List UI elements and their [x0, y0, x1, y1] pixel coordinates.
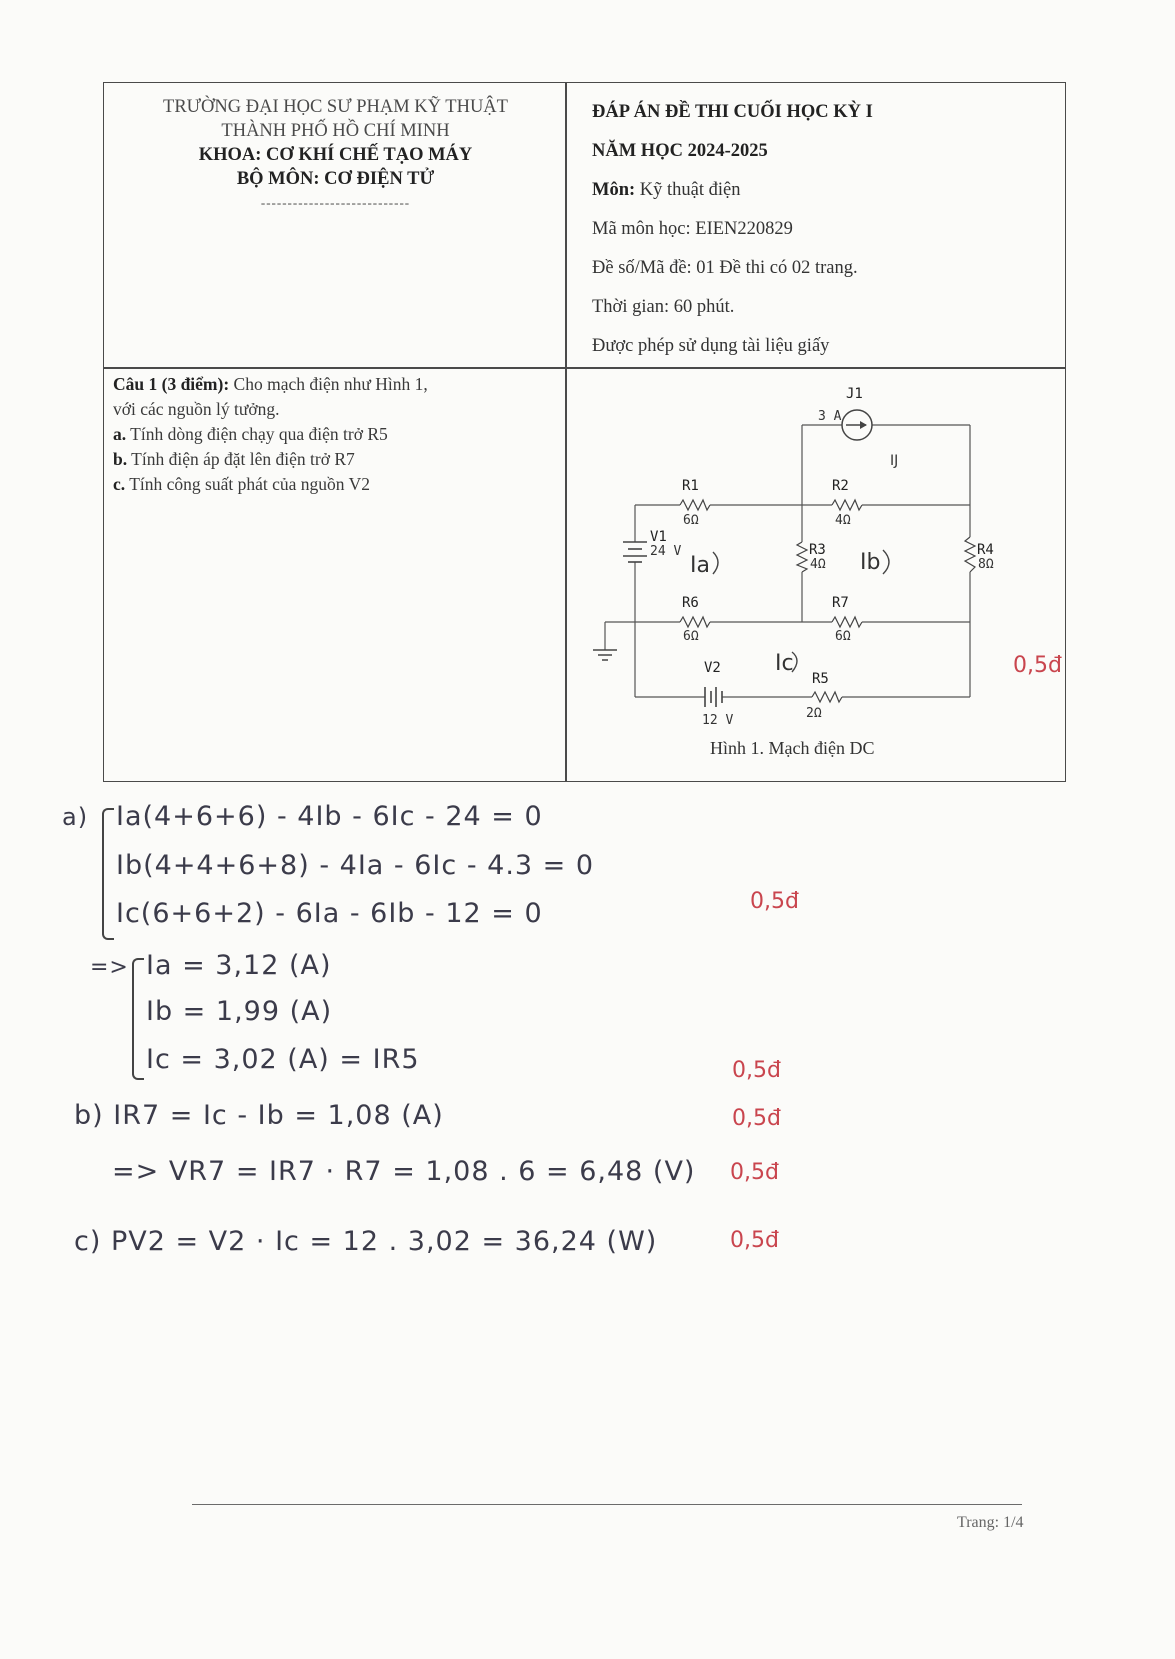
resistor-r1 [680, 500, 710, 510]
school-name-line1: TRƯỜNG ĐẠI HỌC SƯ PHẠM KỸ THUẬT [163, 97, 508, 117]
label-v1: V1 [650, 529, 667, 545]
label-r5-value: 2Ω [806, 706, 822, 721]
faculty-name: KHOA: CƠ KHÍ CHẾ TẠO MÁY [198, 145, 473, 165]
result-ia: Ia = 3,12 (A) [146, 950, 332, 981]
loop-current-ib: Ib [860, 550, 881, 575]
label-r6-value: 6Ω [683, 629, 699, 644]
voltage-source-v2 [705, 687, 722, 707]
course-code: Mã môn học: EIEN220829 [592, 219, 793, 239]
label-r5: R5 [812, 671, 829, 687]
resistor-r5 [812, 692, 842, 702]
label-r3: R3 [809, 542, 826, 558]
current-source-j1 [842, 410, 872, 440]
solution-part-a-label: a) [62, 803, 89, 831]
label-r7: R7 [832, 595, 849, 611]
equation-2: Ib(4+4+6+8) - 4Ia - 6Ic - 4.3 = 0 [116, 850, 595, 881]
circuit-diagram [570, 372, 1064, 780]
subject-value: Kỹ thuật điện [635, 180, 741, 200]
label-r3-value: 4Ω [810, 557, 826, 572]
question-part-c: c. Tính công suất phát của nguồn V2 [113, 474, 370, 494]
school-header [108, 95, 563, 215]
school-name-line2: THÀNH PHỐ HỒ CHÍ MINH [221, 121, 450, 141]
label-r2: R2 [832, 478, 849, 494]
exam-title: ĐÁP ÁN ĐỀ THI CUỐI HỌC KỲ I [592, 102, 873, 122]
implies-symbol: => [90, 955, 129, 980]
mark-equations: 0,5đ [750, 889, 799, 914]
resistor-r3 [797, 542, 807, 572]
equation-1: Ia(4+6+6) - 4Ib - 6Ic - 24 = 0 [116, 801, 543, 832]
label-r4-value: 8Ω [978, 557, 994, 572]
table-row-divider [103, 367, 1066, 369]
exam-number: Đề số/Mã đề: 01 Đề thi có 02 trang. [592, 258, 858, 278]
label-j1-value: 3 A [818, 409, 842, 424]
materials-note: Được phép sử dụng tài liệu giấy [592, 336, 830, 356]
resistor-r7 [832, 617, 862, 627]
header-divider: ---------------------------- [260, 195, 411, 210]
equation-brace [102, 808, 114, 940]
resistor-r4 [965, 537, 975, 572]
result-ib: Ib = 1,99 (A) [146, 996, 333, 1027]
resistor-r6 [680, 617, 710, 627]
mark-part-b1: 0,5đ [732, 1106, 781, 1131]
result-ic: Ic = 3,02 (A) = IR5 [146, 1044, 420, 1075]
voltage-source-v1 [623, 542, 647, 562]
footer-divider [192, 1504, 1022, 1505]
solution-b-line1: b) IR7 = Ic - Ib = 1,08 (A) [74, 1100, 444, 1131]
result-brace [132, 958, 144, 1080]
exam-time: Thời gian: 60 phút. [592, 297, 735, 317]
mark-circuit: 0,5đ [1013, 653, 1062, 678]
question-part-b: b. Tính điện áp đặt lên điện trở R7 [113, 449, 355, 469]
loop-current-ic: Ic [775, 651, 794, 676]
page-number: Trang: 1/4 [957, 1514, 1024, 1531]
label-r1: R1 [682, 478, 699, 494]
academic-year: NĂM HỌC 2024-2025 [592, 141, 768, 161]
question-intro: Cho mạch điện như Hình 1, [229, 374, 428, 394]
label-r1-value: 6Ω [683, 513, 699, 528]
label-r7-value: 6Ω [835, 629, 851, 644]
label-r2-value: 4Ω [835, 513, 851, 528]
subject-line [592, 171, 1062, 210]
mark-part-b2: 0,5đ [730, 1160, 779, 1185]
equation-3: Ic(6+6+2) - 6Ia - 6Ib - 12 = 0 [116, 898, 543, 929]
question-part-a: a. Tính dòng điện chạy qua điện trở R5 [113, 424, 388, 444]
label-j1: J1 [846, 386, 863, 402]
exam-info [592, 93, 1062, 366]
mark-part-a: 0,5đ [732, 1058, 781, 1083]
figure-caption: Hình 1. Mạch điện DC [710, 738, 875, 758]
solution-b-line2: => VR7 = IR7 · R7 = 1,08 . 6 = 6,48 (V) [112, 1156, 696, 1187]
subject-label: Môn: [592, 180, 636, 200]
label-v2-value: 12 V [702, 713, 734, 728]
label-v1-value: 24 V [650, 544, 682, 559]
mark-part-c: 0,5đ [730, 1228, 779, 1253]
solution-c-line1: c) PV2 = V2 · Ic = 12 . 3,02 = 36,24 (W) [74, 1226, 658, 1257]
loop-current-ia: Ia [690, 553, 710, 578]
department-name: BỘ MÔN: CƠ ĐIỆN TỬ [236, 169, 435, 189]
question-intro-2: với các nguồn lý tưởng. [113, 399, 280, 419]
label-v2: V2 [704, 660, 721, 676]
resistor-r2 [832, 500, 862, 510]
label-r4: R4 [977, 542, 994, 558]
label-r6: R6 [682, 595, 699, 611]
question-1 [113, 372, 558, 497]
loop-current-ij: IJ [890, 453, 899, 469]
table-column-divider [565, 82, 567, 782]
question-heading-line [113, 372, 558, 397]
question-heading: Câu 1 (3 điểm): [113, 374, 230, 394]
ground-symbol [593, 650, 617, 660]
